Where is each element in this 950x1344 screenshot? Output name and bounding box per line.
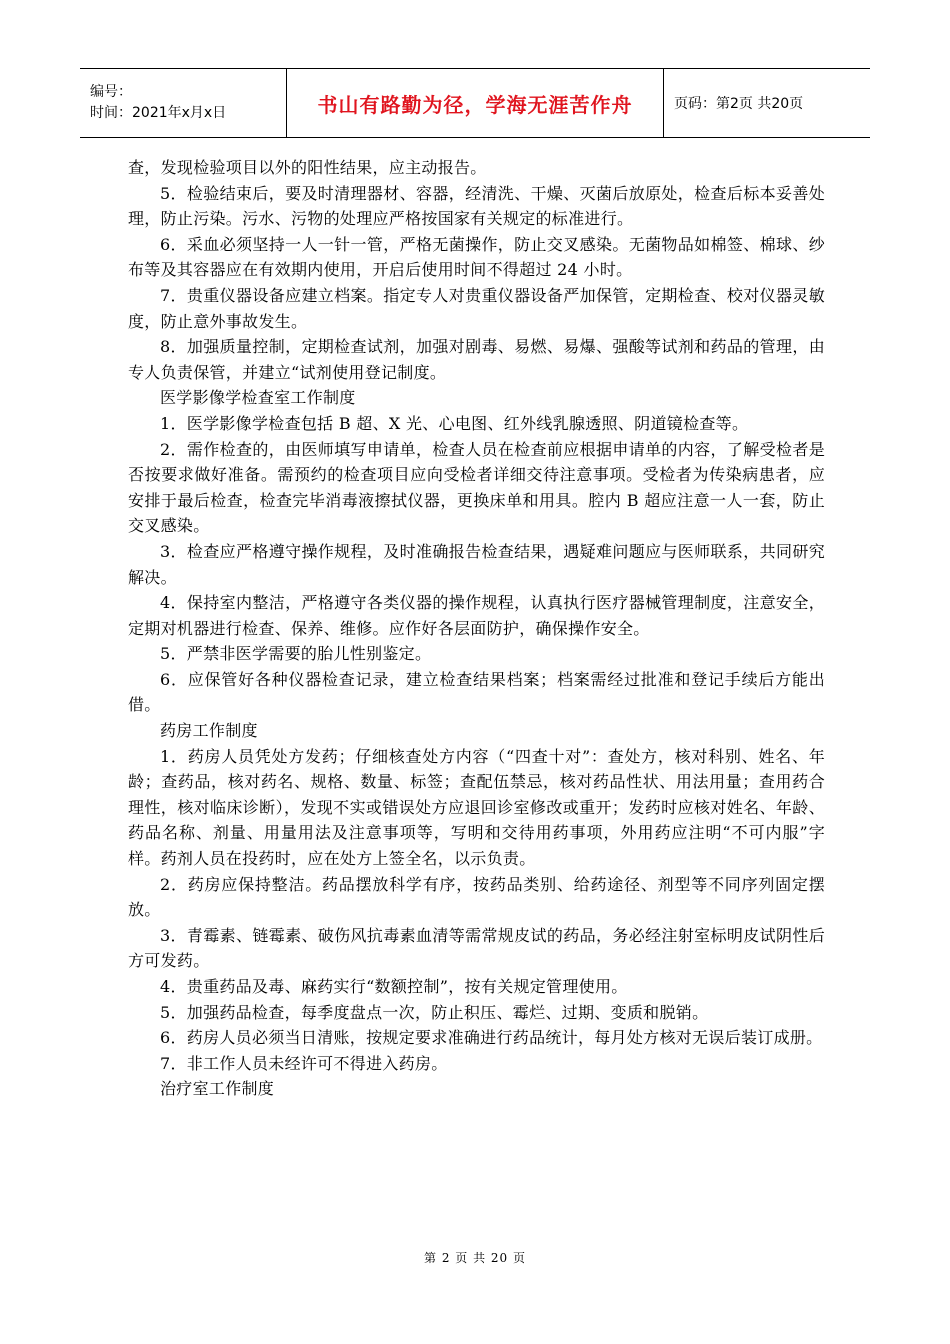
paragraph: 7．贵重仪器设备应建立档案。指定专人对贵重仪器设备严加保管，定期检查、校对仪器灵敏度，防止意外事故发生。	[128, 285, 825, 331]
document-number: 编号：	[90, 84, 132, 100]
paragraph: 1．药房人员凭处方发药；仔细核查处方内容（“四查十对”：查处方，核对科别、姓名、年龄；查药品，核对药名、规格、数量、标签；查配伍禁忌，核对药品性状、用法用量；查用药合理性，核对临床诊断），发现不实或错误处方应退回诊室修改或重开；发药时应核对姓名、年龄、药品名称、剂量、用量用法及注意事项等，写明和交待用药事项，外用药应注明“不可内服”字样。药剂人员在投药时，应在处方上签全名，以示负责。	[128, 746, 825, 869]
paragraph: 查，发现检验项目以外的阳性结果，应主动报告。	[128, 158, 487, 177]
paragraph: 4．保持室内整洁，严格遵守各类仪器的操作规程，认真执行医疗器械管理制度，注意安全，定期对机器进行检查、保养、维修。应作好各层面防护，确保操作安全。	[128, 593, 825, 638]
section-heading: 药房工作制度	[160, 721, 258, 741]
header-page-cell	[664, 69, 870, 137]
paragraph: 8．加强质量控制，定期检查试剂，加强对剧毒、易燃、易爆、强酸等试剂和药品的管理，由专人负责保管，并建立“试剂使用登记制度。	[128, 337, 825, 382]
document-time: 时间：2021年x月x日	[90, 105, 227, 121]
header-motto: 书山有路勤为径，学海无涯苦作舟	[317, 92, 633, 117]
paragraph: 6．药房人员必须当日清账，按规定要求准确进行药品统计，每月处方核对无误后装订成册。	[160, 1028, 823, 1048]
paragraph: 7．非工作人员未经许可不得进入药房。	[160, 1053, 448, 1073]
paragraph: 6．采血必须坚持一人一针一管，严格无菌操作，防止交叉感染。无菌物品如棉签、棉球、纱布等及其容器应在有效期内使用，开启后使用时间不得超过 24 小时。	[128, 234, 825, 280]
paragraph: 6．应保管好各种仪器检查记录，建立检查结果档案；档案需经过批准和登记手续后方能出借。	[128, 669, 825, 715]
page-footer: 第 2 页 共 20 页	[424, 1251, 526, 1265]
paragraph: 1．医学影像学检查包括 B 超、X 光、心电图、红外线乳腺透照、阴道镜检查等。	[160, 413, 749, 433]
paragraph: 5．加强药品检查，每季度盘点一次，防止积压、霉烂、过期、变质和脱销。	[160, 1002, 709, 1022]
section-heading: 医学影像学检查室工作制度	[160, 388, 356, 408]
header-page-number: 页码：第2页 共20页	[674, 96, 804, 112]
paragraph: 2．需作检查的，由医师填写申请单，检查人员在检查前应根据申请单的内容，了解受检者是否按要求做好准备。需预约的检查项目应向受检者详细交待注意事项。受检者为传染病患者，应安排于最后检查，检查完毕消毒液擦拭仪器，更换床单和用具。腔内 B 超应注意一人一套，防止交叉感染。	[128, 439, 825, 536]
paragraph: 3．检查应严格遵守操作规程，及时准确报告检查结果，遇疑难问题应与医师联系，共同研究解决。	[128, 541, 825, 587]
paragraph: 2．药房应保持整洁。药品摆放科学有序，按药品类别、给药途径、剂型等不同序列固定摆放。	[128, 874, 825, 920]
paragraph: 5．检验结束后，要及时清理器材、容器，经清洗、干燥、灭菌后放原处，检查后标本妥善处理，防止污染。污水、污物的处理应严格按国家有关规定的标准进行。	[128, 183, 825, 229]
paragraph: 3．青霉素、链霉素、破伤风抗毒素血清等需常规皮试的药品，务必经注射室标明皮试阴性后方可发药。	[128, 925, 825, 971]
paragraph: 4．贵重药品及毒、麻药实行“数额控制”，按有关规定管理使用。	[160, 977, 628, 996]
page-header	[80, 68, 870, 138]
header-motto-cell	[287, 69, 664, 137]
document-body	[128, 155, 825, 1102]
section-heading: 治疗室工作制度	[160, 1079, 275, 1099]
paragraph: 5．严禁非医学需要的胎儿性别鉴定。	[160, 644, 432, 664]
header-meta	[80, 69, 287, 137]
